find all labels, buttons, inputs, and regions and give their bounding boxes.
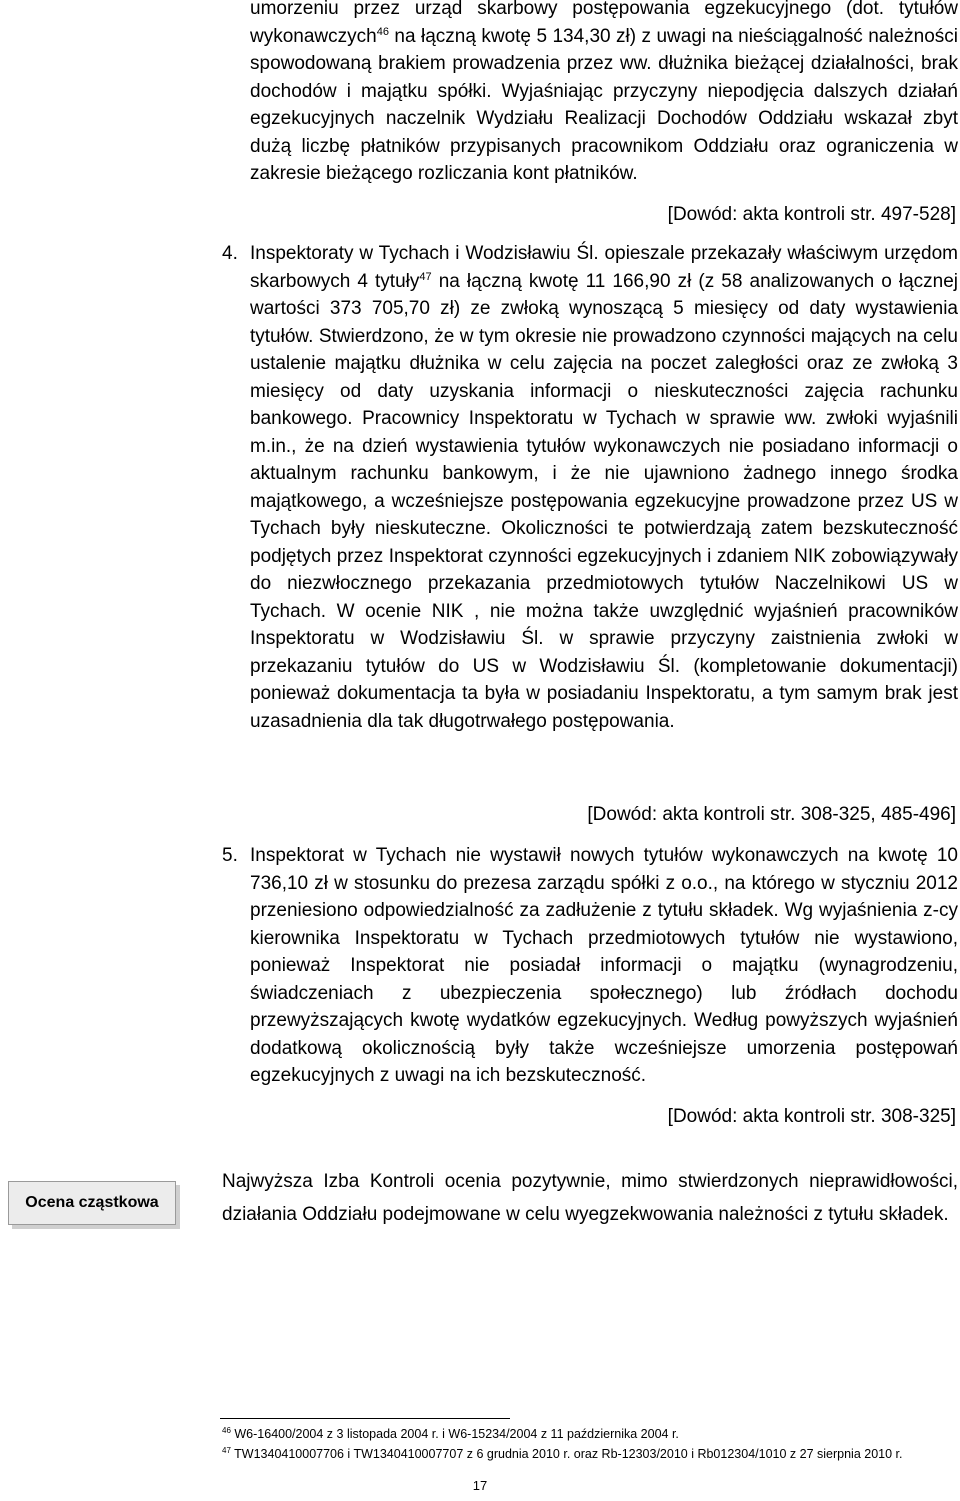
assessment-label-box [8,1181,176,1225]
paragraph-text: na łączną kwotę 11 166,90 zł (z 58 analizowanych o łącznej wartości 373 705,70 zł) ze zwłoką wynoszącą 5 miesięcy od daty wystawienia tytułów. Stwierdzono, że w tym okresie nie prowadzono czynności mających na celu ustalenie majątku dłużnika w celu zajęcia na poczet zaległości oraz ze zwłoką 3 miesięcy od daty uzyskania informacji o nieskuteczności zajęcia rachunku bankowego. Pracownicy Inspektoratu w Tychach w sprawie ww. zwłoki wyjaśnili m.in., że na dzień wystawienia tytułów wykonawczych nie posiadano informacji o aktualnym rachunku bankowym, i że nie ujawniono żadnego innego środka majątkowego, a wcześniejsze postępowania egzekucyjne prowadzone przez US w Tychach były nieskuteczne. Okoliczności te potwierdzają zatem bezskuteczność podjętych przez Inspektorat czynności egzekucyjnych i zdaniem NIK zobowiązywały do niezwłocznego przekazania przedmiotowych tytułów Naczelnikowi US w Tychach. W ocenie NIK , nie można także uwzględnić wyjaśnień pracowników Inspektoratu w Wodzisławiu Śl. w sprawie przyczyny zaistnienia zwłoki w przekazaniu tytułów do US w Wodzisławiu Śl. (kompletowanie dokumentacji) ponieważ dokumentacja ta była w posiadaniu Inspektoratu, a tym samym brak jest uzasadnienia dla tak długotrwałego postępowania. [250,270,958,732]
paragraph-text: Inspektoraty w Tychach i Wodzisławiu Śl. opieszale przekazały właściwym urzędom skarbowych 4 tytuły [250,243,958,292]
evidence-reference: [Dowód: akta kontroli str. 497-528] [667,204,956,225]
footnote-separator [220,1418,510,1419]
assessment-label: Ocena cząstkowa [25,1194,159,1211]
evidence-reference: [Dowód: akta kontroli str. 308-325, 485-496] [587,804,956,825]
paragraph-text: umorzeniu przez urząd skarbowy postępowania egzekucyjnego (dot. tytułów wykonawczych [250,0,958,47]
item-5-text: Inspektorat w Tychach nie wystawił nowych tytułów wykonawczych na kwotę 10 736,10 zł w stosunku do prezesa zarządu spółki z o.o., na którego w styczniu 2012 przeniesiono odpowiedzialność za zadłużenie z tytułu składek. Wg wyjaśnienia z-cy kierownika Inspektoratu w Tychach przedmiotowych tytułów nie wystawiono, ponieważ Inspektorat nie posiadał informacji o majątku (wynagrodzeniu, świadczeniach z ubezpieczenia społecznego) lub źródłach dochodu przewyższających kwotę wydatków egzekucyjnych. Według powyższych wyjaśnień dodatkową okolicznością były także wcześniejsze umorzenia postępowań egzekucyjnych z uwagi na ich bezskuteczność. [250,845,958,1086]
footnote-text: TW1340410007706 i TW1340410007707 z 6 grudnia 2010 r. oraz Rb-12303/2010 i Rb012304/1010 z 27 sierpnia 2010 r. [230,1447,903,1461]
item-number: 5. [222,845,238,866]
page-number: 17 [472,1478,488,1493]
item-4-text [250,240,958,735]
footnote-47 [222,1446,902,1462]
assessment-text: Najwyższa Izba Kontroli ocenia pozytywnie, mimo stwierdzonych nieprawidłowości, działania Oddziału podejmowane w celu wyegzekwowania należności z tytułu składek. [222,1171,958,1225]
footnote-number: 46 [222,1426,231,1435]
paragraph-text: na łączną kwotę 5 134,30 zł) z uwagi na nieściągalność należności spowodowaną brakiem prowadzenia przez ww. dłużnika bieżącej działalności, brak dochodów i majątku spółki. Wyjaśniając przyczyny niepodjęcia dalszych działań egzekucyjnych naczelnik Wydziału Realizacji Dochodów Oddziału wskazał zbyt dużą liczbę płatników przypisanych pracownikom Oddziału oraz ograniczenia w zakresie bieżącego rozliczania kont płatników. [250,25,958,184]
footnote-46 [222,1426,679,1442]
footnote-ref-47[interactable]: 47 [419,270,432,283]
footnote-ref-46[interactable]: 46 [376,25,389,38]
footnote-text: W6-16400/2004 z 3 listopada 2004 r. i W6-15234/2004 z 11 października 2004 r. [230,1427,679,1441]
paragraph-continuation [250,0,958,188]
footnote-number: 47 [222,1446,231,1455]
item-number: 4. [222,243,238,264]
evidence-reference: [Dowód: akta kontroli str. 308-325] [667,1106,956,1127]
